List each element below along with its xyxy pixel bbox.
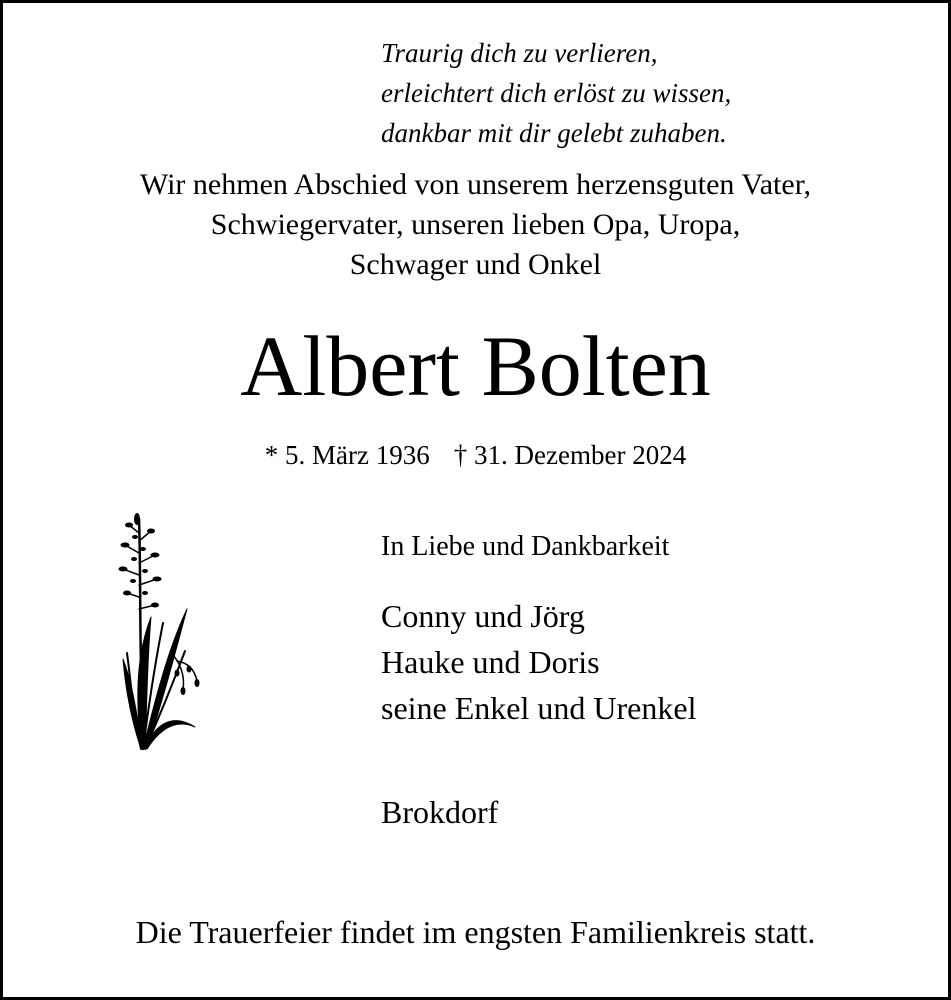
funeral-note: Die Trauerfeier findet im engsten Familienkreis statt.	[135, 914, 816, 950]
deceased-name: Albert Bolten	[240, 318, 711, 414]
mourner-name: seine Enkel und Urenkel	[381, 690, 697, 726]
farewell-line: Schwiegervater, unseren lieben Opa, Uropa,	[210, 208, 741, 241]
poem-line: Traurig dich zu verlieren,	[381, 38, 658, 68]
place-name: Brokdorf	[381, 794, 499, 830]
poem-line: dankbar mit dir gelebt zuhaben.	[381, 118, 727, 148]
dedication: In Liebe und Dankbarkeit	[381, 531, 670, 562]
mourner-name: Hauke und Doris	[381, 644, 600, 680]
poem-line: erleichtert dich erlöst zu wissen,	[381, 78, 732, 108]
mourner-name: Conny und Jörg	[381, 598, 585, 634]
birth-date: * 5. März 1936	[264, 440, 430, 470]
farewell-text	[3, 165, 948, 285]
farewell-line: Schwager und Onkel	[349, 248, 602, 281]
life-dates	[3, 435, 948, 475]
poem	[381, 33, 731, 153]
death-date: † 31. Dezember 2024	[453, 440, 687, 470]
farewell-line: Wir nehmen Abschied von unserem herzensguten Vater,	[139, 168, 811, 201]
grass-sprig-icon	[115, 513, 205, 753]
mourners-list	[381, 593, 696, 731]
